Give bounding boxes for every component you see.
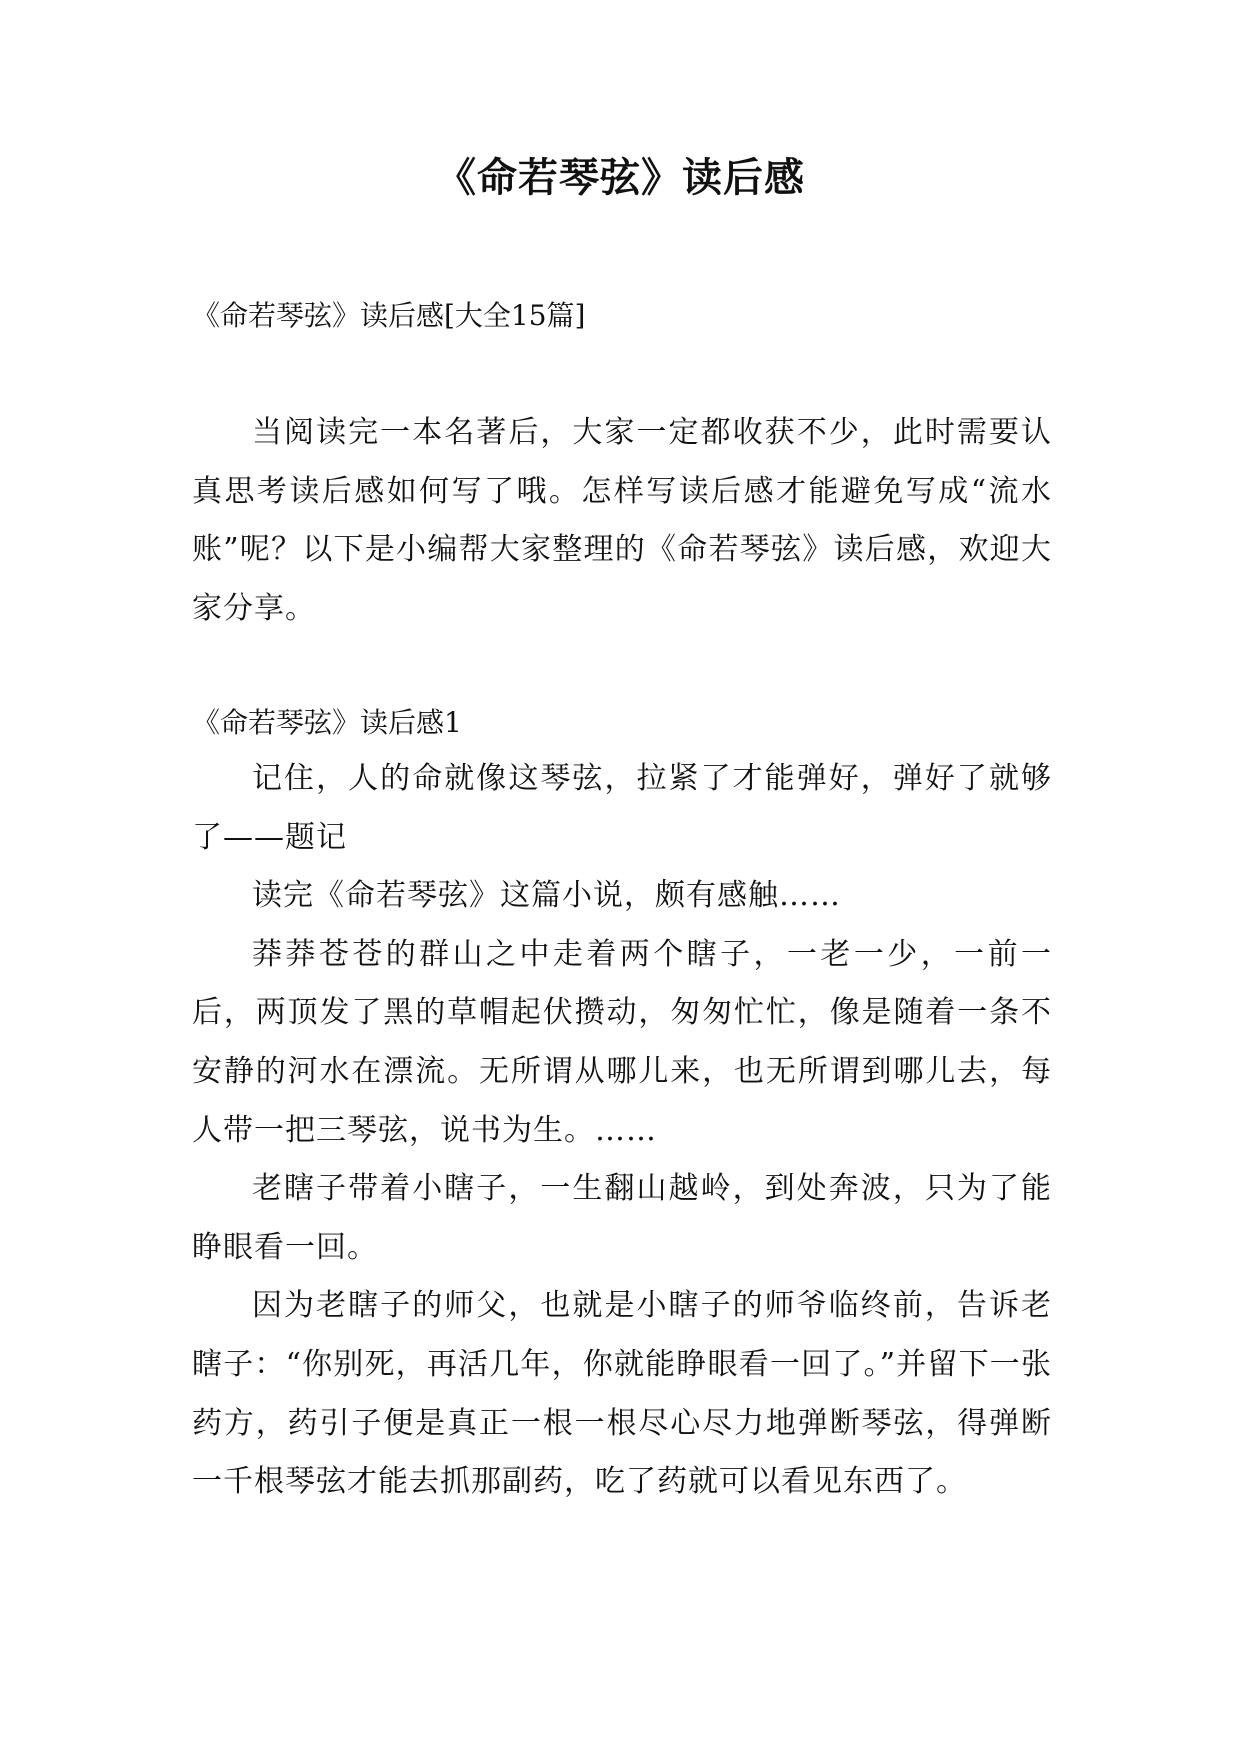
paragraph: 记住，人的命就像这琴弦，拉紧了才能弹好，弹好了就够了——题记 [192,761,1052,855]
document-subtitle: 《命若琴弦》读后感[大全15篇] [192,299,586,332]
paragraph: 莽莽苍苍的群山之中走着两个瞎子，一老一少，一前一后，两顶发了黑的草帽起伏攒动，匆匆忙忙，像是随着一条不安静的河水在漂流。无所谓从哪儿来，也无所谓到哪儿去，每人带一把三琴弦，说书为生。…… [192,936,1052,1148]
paragraph: 读完《命若琴弦》这篇小说，颇有感触…… [252,878,841,914]
paragraph: 老瞎子带着小瞎子，一生翻山越岭，到处奔波，只为了能睁眼看一回。 [192,1171,1052,1265]
document-title: 《命若琴弦》读后感 [436,155,805,201]
section-body [192,750,1052,1512]
paragraph: 因为老瞎子的师父，也就是小瞎子的师爷临终前，告诉老瞎子：“你别死，再活几年，你就能睁眼看一回了。”并留下一张药方，药引子便是真正一根一根尽心尽力地弹断琴弦，得弹断一千根琴弦才能去抓那副药，吃了药就可以看见东西了。 [192,1288,1052,1500]
intro-paragraph: 当阅读完一本名著后，大家一定都收获不少，此时需要认真思考读后感如何写了哦。怎样写读后感才能避免写成“流水账”呢？以下是小编帮大家整理的《命若琴弦》读后感，欢迎大家分享。 [192,415,1052,626]
section-heading: 《命若琴弦》读后感1 [192,706,462,739]
intro-block [192,404,1052,638]
